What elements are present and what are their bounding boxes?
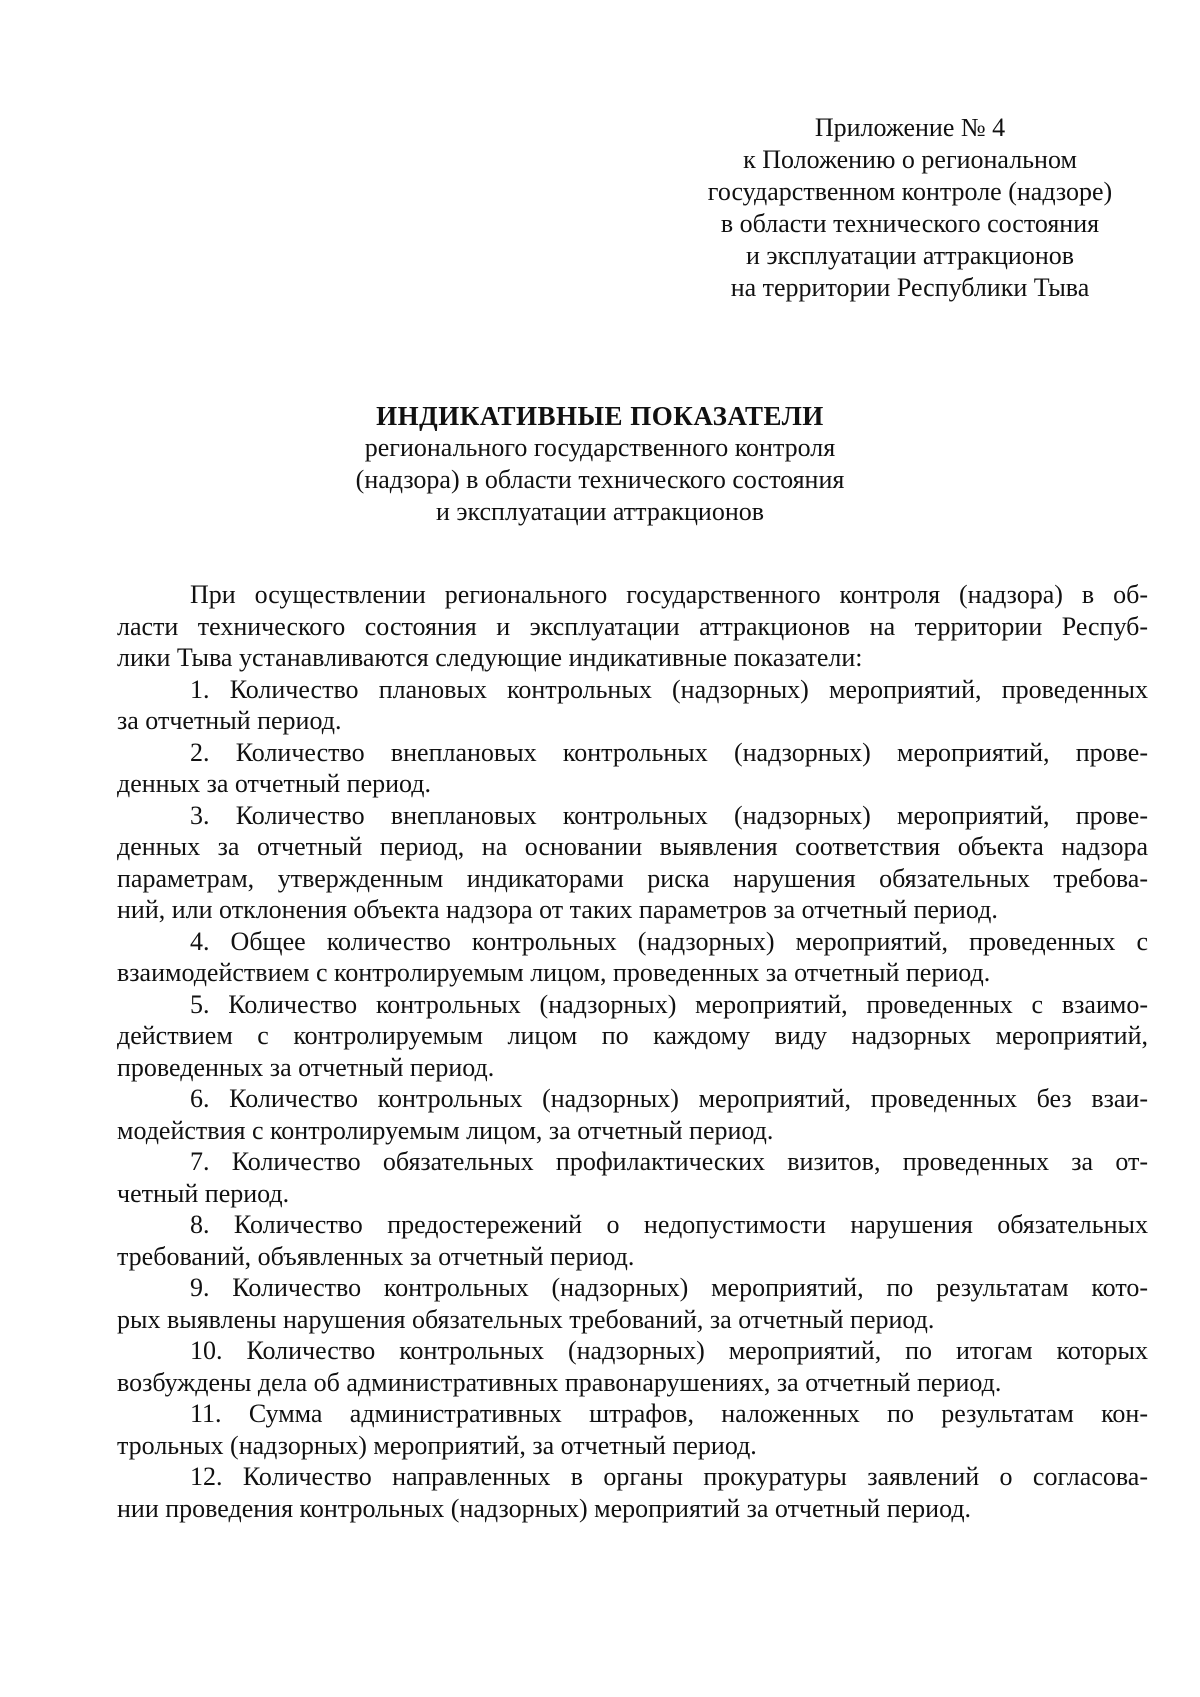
body-line: требований, объявленных за отчетный период. (117, 1241, 635, 1271)
body-line: параметрам, утвержденным индикаторами риска нарушения обязательных требова- (117, 863, 1148, 893)
body-line: ласти технического состояния и эксплуатации аттракционов на территории Респуб- (117, 611, 1148, 641)
body-line: лики Тыва устанавливаются следующие индикативные показатели: (117, 643, 863, 672)
annex-line: Приложение № 4 (814, 113, 1006, 142)
body-line: 5. Количество контрольных (надзорных) мероприятий, проведенных с взаимо- (190, 989, 1148, 1019)
annex-line: к Положению о региональном (743, 145, 1077, 174)
subtitle-line: регионального государственного контроля (364, 433, 836, 462)
body-line: При осуществлении регионального государственного контроля (надзора) в об- (190, 580, 1148, 609)
body-line: 9. Количество контрольных (надзорных) мероприятий, по результатам кото- (190, 1273, 1148, 1302)
annex-line: и эксплуатации аттракционов (745, 241, 1075, 270)
body-line: 10. Количество контрольных (надзорных) мероприятий, по итогам которых (190, 1336, 1148, 1365)
body-line: за отчетный период. (117, 706, 342, 735)
annex-header (680, 112, 1140, 304)
body-line: 2. Количество внеплановых контрольных (надзорных) мероприятий, прове- (190, 737, 1148, 767)
body-line: 12. Количество направленных в органы прокуратуры заявлений о согласова- (190, 1462, 1148, 1491)
body-line: 11. Сумма административных штрафов, наложенных по результатам кон- (190, 1399, 1148, 1428)
body-line: 4. Общее количество контрольных (надзорных) мероприятий, проведенных с (190, 926, 1148, 956)
body-line: 7. Количество обязательных профилактических визитов, проведенных за от- (190, 1147, 1148, 1176)
main-title: ИНДИКАТИВНЫЕ ПОКАЗАТЕЛИ (376, 401, 824, 431)
body-line: действием с контролируемым лицом по каждому виду надзорных мероприятий, (117, 1021, 1148, 1050)
body-line: возбуждены дела об административных правонарушениях, за отчетный период. (117, 1367, 1002, 1397)
body-line: модействия с контролируемым лицом, за отчетный период. (117, 1115, 774, 1145)
body-line: трольных (надзорных) мероприятий, за отчетный период. (117, 1430, 757, 1460)
body-line: 1. Количество плановых контрольных (надзорных) мероприятий, проведенных (190, 674, 1148, 704)
subtitle-line: и эксплуатации аттракционов (435, 497, 765, 526)
body-line: нии проведения контрольных (надзорных) мероприятий за отчетный период. (117, 1493, 972, 1523)
body-line: денных за отчетный период. (117, 769, 432, 798)
annex-line: на территории Республики Тыва (730, 273, 1090, 302)
annex-line: государственном контроле (надзоре) (707, 177, 1113, 206)
body-line: взаимодействием с контролируемым лицом, проведенных за отчетный период. (117, 958, 991, 987)
body-line: четный период. (117, 1178, 290, 1208)
body-line: денных за отчетный период, на основании выявления соответствия объекта надзора (117, 832, 1148, 861)
annex-line: в области технического состояния (720, 209, 1100, 238)
body-line: 8. Количество предостережений о недопустимости нарушения обязательных (190, 1210, 1148, 1239)
body-line: 3. Количество внеплановых контрольных (надзорных) мероприятий, прове- (190, 800, 1148, 830)
subtitle-line: (надзора) в области технического состояния (355, 465, 845, 494)
body-line: 6. Количество контрольных (надзорных) мероприятий, проведенных без взаи- (190, 1084, 1148, 1113)
body-line: ний, или отклонения объекта надзора от таких параметров за отчетный период. (117, 895, 998, 924)
body-line: проведенных за отчетный период. (117, 1052, 495, 1082)
document-title (240, 400, 960, 528)
body-text (117, 579, 1148, 1524)
body-line: рых выявлены нарушения обязательных требований, за отчетный период. (117, 1304, 935, 1334)
